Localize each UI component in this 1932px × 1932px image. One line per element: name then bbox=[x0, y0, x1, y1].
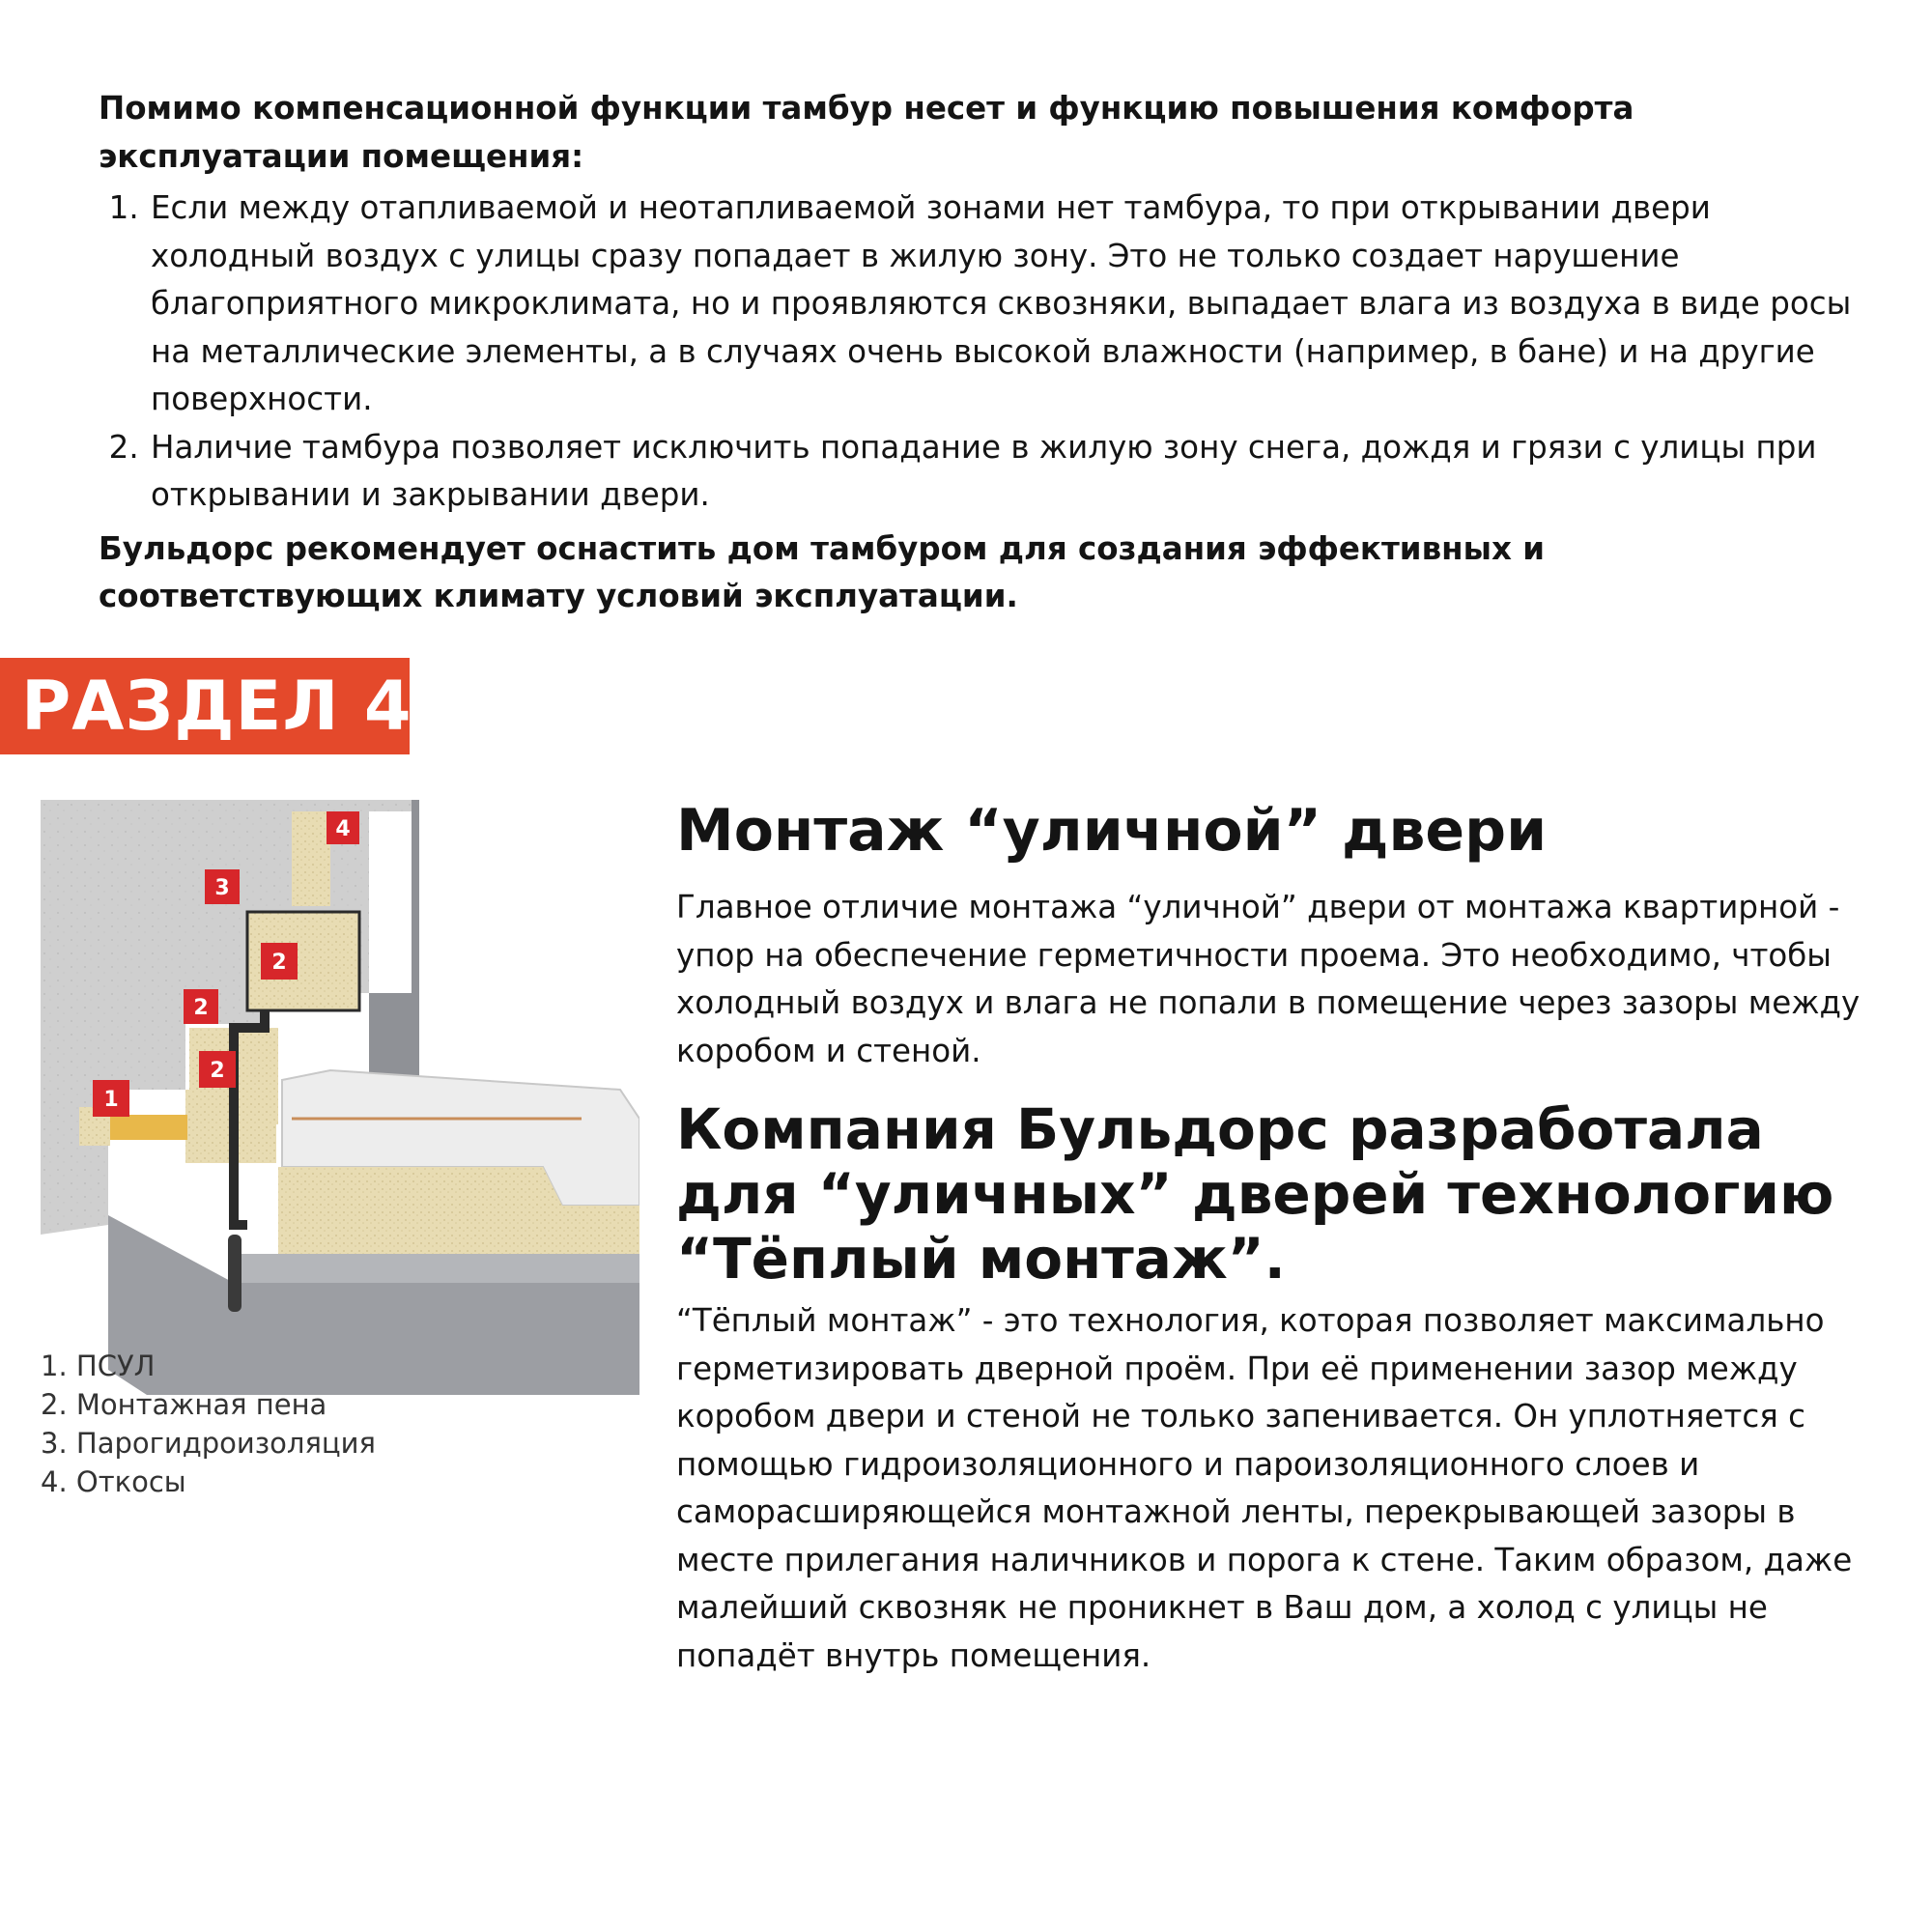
main-paragraph-2 bbox=[676, 1297, 1884, 1680]
paragraph-text: “Тёплый монтаж” - это технология, которая позволяет максимально герметизировать дверной проём. При её применении зазор между коробом двери и стеной не только запенивается. Он уплотняется с помощью гидроизоляционного и пароизоляционного слоев и саморасширяющейся монтажной ленты, перекрывающей зазоры в месте прилегания наличников и порога к стене. Таким образом, даже малейший сквозняк не проникнет в Ваш дом, а холод с улицы не попадёт внутрь помещения. bbox=[676, 1302, 1853, 1674]
marker-3 bbox=[205, 869, 240, 904]
intro-list bbox=[99, 185, 1876, 520]
intro-conclusion: Бульдорс рекомендует оснастить дом тамбуром для создания эффективных и соответствующих климату условий эксплуатации. bbox=[99, 529, 1546, 614]
door-slab-top bbox=[234, 1254, 639, 1283]
svg-text:2: 2 bbox=[193, 996, 209, 1020]
intro-lead: Помимо компенсационной функции тамбур несет и функцию повышения комфорта эксплуатации помещения: bbox=[99, 90, 1634, 175]
foam-strip-top bbox=[292, 811, 330, 906]
marker-2-lower bbox=[199, 1051, 236, 1088]
door-hinge bbox=[228, 1235, 242, 1312]
list-item: 1. Если между отапливаемой и неотапливаемой зонами нет тамбура, то при открывании двери холодный воздух с улицы сразу попадает в жилую зону. Это не только создает нарушение благоприятного микроклимата, но и проявляются сквозняки, выпадает влага из воздуха в виде росы на металлические элементы, а в случаях очень высокой влажности (например, в бане) и на другие поверхности. bbox=[149, 185, 1876, 424]
section-badge: РАЗДЕЛ 4 bbox=[0, 658, 410, 754]
main-title: Монтаж “уличной” двери bbox=[676, 797, 1548, 865]
svg-text:4: 4 bbox=[335, 817, 351, 841]
legend-item: 3. Парогидроизоляция bbox=[41, 1427, 376, 1460]
marker-2-upper bbox=[261, 943, 298, 980]
technology-title: Компания Бульдорс разработала для “уличных” дверей технологию “Тёплый монтаж”. bbox=[676, 1096, 1834, 1292]
door-installation-illustration bbox=[41, 800, 639, 1395]
svg-text:2: 2 bbox=[271, 951, 287, 975]
marker-4 bbox=[327, 811, 359, 844]
list-item: 2. Наличие тамбура позволяет исключить попадание в жилую зону снега, дождя и грязи с улицы при открывании и закрывании двери. bbox=[149, 424, 1876, 520]
svg-text:2: 2 bbox=[210, 1059, 225, 1083]
svg-text:1: 1 bbox=[103, 1088, 119, 1112]
main-paragraph-1 bbox=[676, 884, 1884, 1075]
svg-text:3: 3 bbox=[214, 876, 230, 900]
marker-1 bbox=[93, 1080, 129, 1117]
paragraph-text: Главное отличие монтажа “уличной” двери от монтажа квартирной - упор на обеспечение герметичности проема. Это необходимо, чтобы холодный воздух и влага не попали в помещение через зазоры между коробом и стеной. bbox=[676, 889, 1861, 1069]
marker-2-middle bbox=[184, 989, 218, 1024]
legend-item: 2. Монтажная пена bbox=[41, 1388, 327, 1421]
intro-block bbox=[99, 85, 1876, 621]
legend-item: 4. Откосы bbox=[41, 1465, 186, 1498]
legend-item: 1. ПСУЛ bbox=[41, 1350, 156, 1382]
figure-legend bbox=[41, 1347, 376, 1501]
